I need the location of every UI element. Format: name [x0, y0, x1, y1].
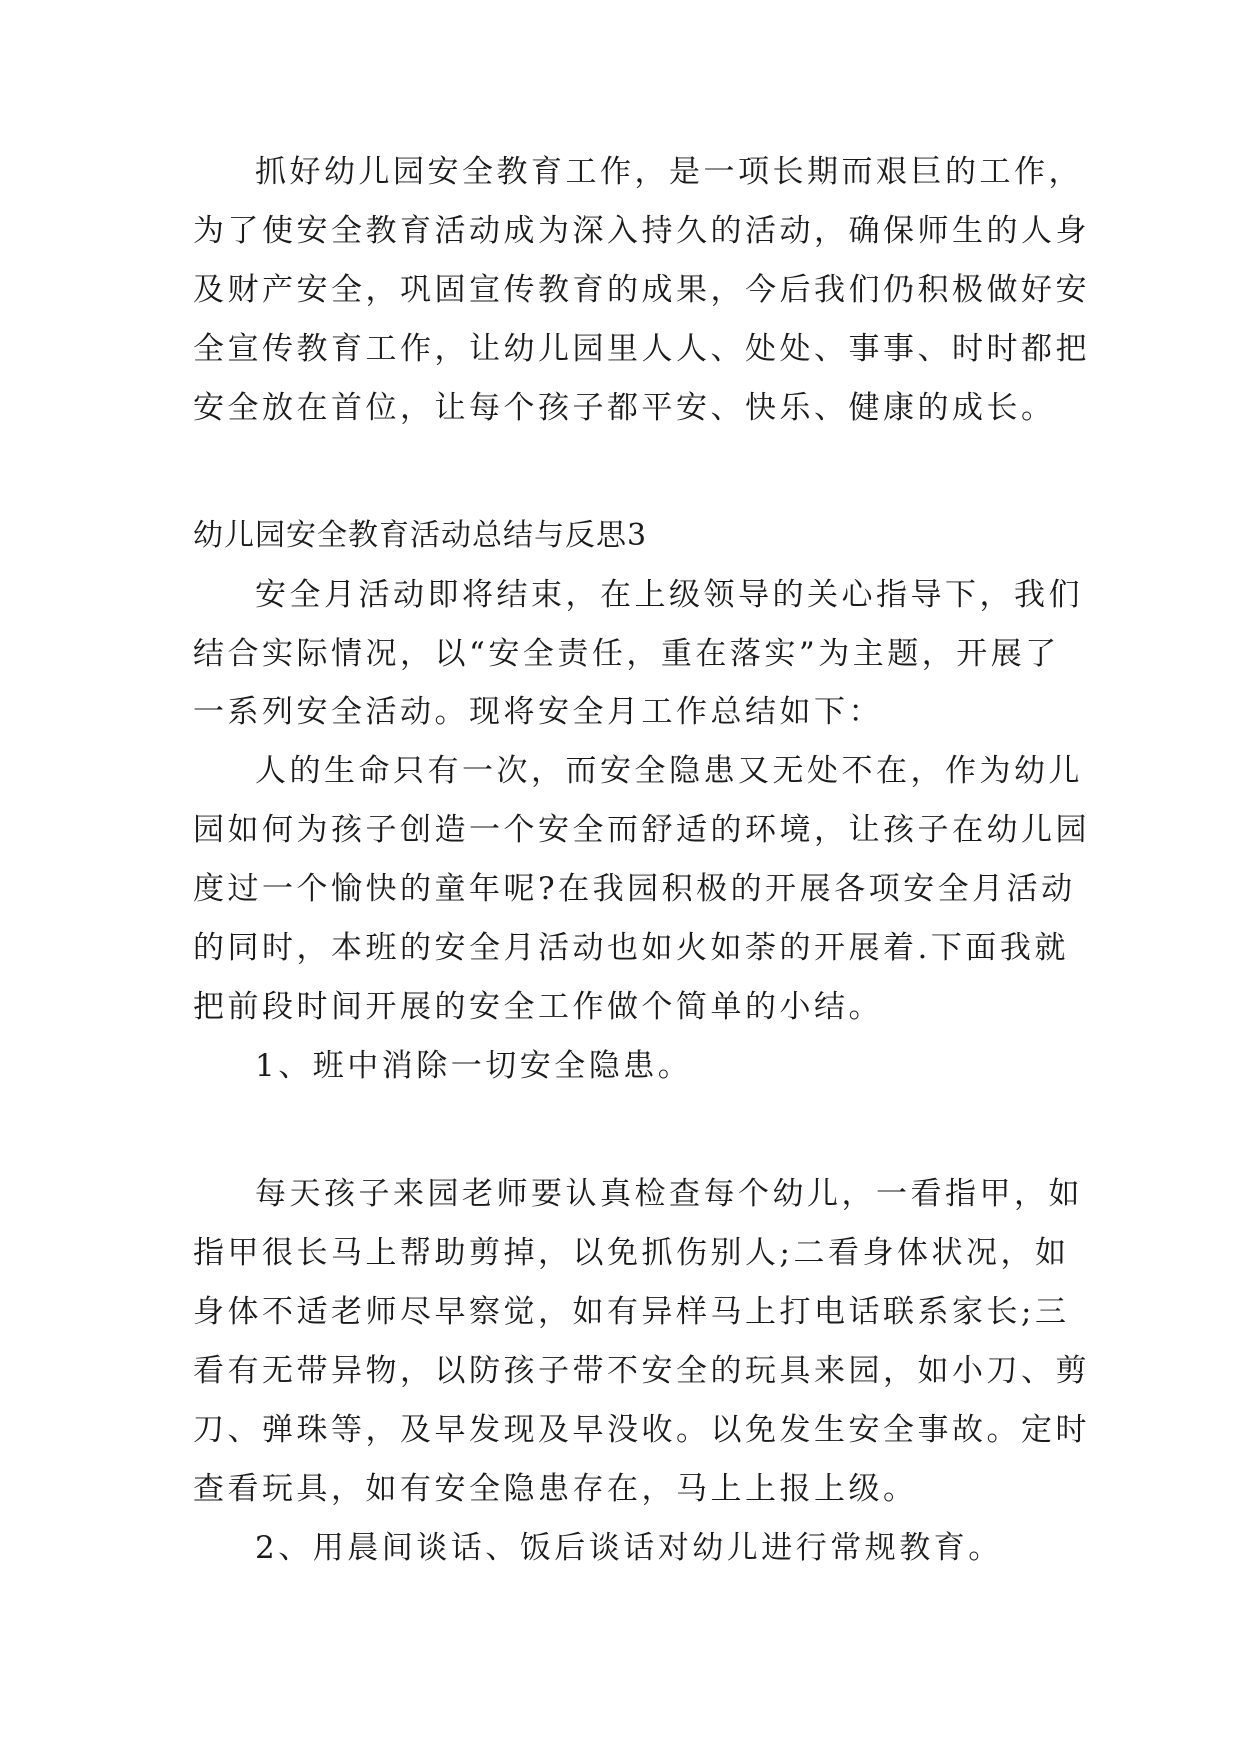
- text-line: 安全月活动即将结束，在上级领导的关心指导下，我们: [255, 577, 1083, 613]
- text-line: 园如何为孩子创造一个安全而舒适的环境，让孩子在幼儿园: [193, 812, 1090, 848]
- text-line: 看有无带异物，以防孩子带不安全的玩具来园，如小刀、剪: [193, 1353, 1090, 1389]
- text-line: 安全放在首位，让每个孩子都平安、快乐、健康的成长。: [193, 390, 1056, 426]
- text-line: 刀、弹珠等，及早发现及早没收。以免发生安全事故。定时: [193, 1412, 1090, 1448]
- list-item: 2、用晨间谈话、饭后谈话对幼儿进行常规教育。: [255, 1530, 1003, 1566]
- list-item: 1、班中消除一切安全隐患。: [255, 1048, 693, 1084]
- text-line: 每天孩子来园老师要认真检查每个幼儿，一看指甲，如: [255, 1176, 1083, 1212]
- text-line: 为了使安全教育活动成为深入持久的活动，确保师生的人身: [193, 213, 1090, 249]
- text-line: 及财产安全，巩固宣传教育的成果，今后我们仍积极做好安: [193, 272, 1090, 308]
- text-line: 人的生命只有一次，而安全隐患又无处不在，作为幼儿: [255, 753, 1083, 789]
- text-line: 抓好幼儿园安全教育工作，是一项长期而艰巨的工作，: [255, 154, 1083, 190]
- text-line: 全宣传教育工作，让幼儿园里人人、处处、事事、时时都把: [193, 331, 1090, 367]
- text-line: 把前段时间开展的安全工作做个简单的小结。: [193, 989, 883, 1025]
- text-line: 度过一个愉快的童年呢?在我园积极的开展各项安全月活动: [193, 871, 1076, 907]
- text-line: 查看玩具，如有安全隐患存在，马上上报上级。: [193, 1471, 918, 1507]
- text-line: 指甲很长马上帮助剪掉，以免抓伤别人;二看身体状况，如: [193, 1235, 1070, 1271]
- section-heading: 幼儿园安全教育活动总结与反思3: [193, 518, 648, 553]
- text-line: 的同时，本班的安全月活动也如火如荼的开展着.下面我就: [193, 930, 1069, 966]
- text-line: 结合实际情况，以“安全责任，重在落实”为主题，开展了: [193, 636, 1060, 672]
- text-line: 身体不适老师尽早察觉，如有异样马上打电话联系家长;三: [193, 1294, 1070, 1330]
- text-line: 一系列安全活动。现将安全月工作总结如下：: [193, 694, 883, 730]
